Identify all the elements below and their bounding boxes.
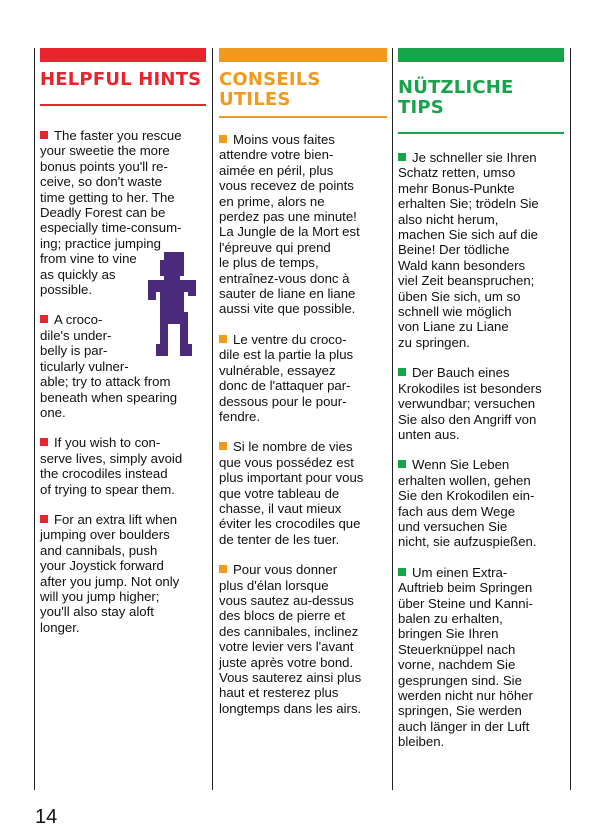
hint-paragraph: Wenn Sie Leben erhalten wollen, gehen Sie den Krokodilen ein- fach aus dem Wege und versuchen Sie nicht, sie aufzuspießen. [398, 457, 537, 550]
hint-paragraph: Pour vous donner plus d'élan lorsque vous sautez au-dessus des blocs de pierre et des cannibales, inclinez votre levier vers l'avant juste après votre bond. Vous sauterez ainsi plus haut et resterez plus longtemps dans les airs. [219, 562, 362, 716]
page-number: 14 [35, 806, 58, 828]
bullet-square-icon [398, 568, 406, 576]
hint-paragraph: The faster you rescue your sweetie the more bonus points you'll re- ceive, so don't waste time getting to her. The Deadly Forest can be especially time-consum- ing; practice jumping from vine to vine as quickly as possible. [40, 128, 182, 298]
pixel-character-icon [148, 252, 196, 356]
column-rule [212, 48, 213, 790]
color-bar [398, 48, 564, 62]
column-rule [570, 48, 571, 790]
hint-paragraph: A croco- dile's under- belly is par- ticularly vulner- able; try to attack from beneath when spearing one. [40, 312, 178, 420]
bullet-square-icon [398, 368, 406, 376]
hint-paragraph: Le ventre du croco- dile est la partie la plus vulnérable, essayez donc de l'attaquer par- dessous pour le pour- fendre. [219, 331, 354, 424]
hint-paragraph: For an extra lift when jumping over boulders and cannibals, push your Joystick forward after you jump. Not only will you jump higher; you'll also stay aloft longer. [40, 511, 180, 635]
hint-paragraph: Si le nombre de vies que vous possédez est plus important pour vous que votre tableau de chasse, il vaut mieux éviter les crocodiles que de tenter de les tuer. [219, 439, 364, 547]
column-heading [398, 78, 564, 118]
heading-line: CONSEILS [219, 69, 321, 90]
heading-line: UTILES [219, 89, 291, 110]
column-rule [34, 48, 35, 790]
column-german [398, 48, 564, 765]
heading-line: NÜTZLICHE TIPS [398, 77, 514, 118]
bullet-square-icon [40, 438, 48, 446]
bullet-square-icon [219, 565, 227, 573]
bullet-square-icon [40, 515, 48, 523]
hint-paragraph: Um einen Extra- Auftrieb beim Springen über Steine und Kanni- balen zu erhalten, bringen Sie Ihren Steuerknüppel nach vorne, nachdem Sie gesprungen sind. Sie werden nicht nur höher springen, Sie werden auch länger in der Luft bleiben. [398, 564, 533, 750]
hint-paragraph: Der Bauch eines Krokodiles ist besonders verwundbar; versuchen Sie also den Angriff von unten aus. [398, 365, 542, 442]
hint-paragraph: Je schneller sie Ihren Schatz retten, umso mehr Bonus-Punkte erhalten Sie; trödeln Sie also nicht herum, machen Sie sich auf die Beine! Der tödliche Wald kann besonders viel Zeit beanspruchen; üben Sie sich, um so schnell wie möglich von Liane zu Liane zu springen. [398, 150, 539, 350]
bullet-square-icon [398, 153, 406, 161]
heading-line: HELPFUL HINTS [40, 69, 202, 90]
color-bar [219, 48, 387, 62]
bullet-square-icon [219, 335, 227, 343]
bullet-square-icon [40, 131, 48, 139]
bullet-square-icon [219, 442, 227, 450]
column-heading [40, 70, 206, 90]
hint-paragraph: Moins vous faites attendre votre bien- aimée en péril, plus vous recevez de points en prime, alors ne perdez pas une minute! La Jungle de la Mort est l'épreuve qui prend le plus de temps, entraînez-vous donc à sauter de liane en liane aussi vite que possible. [219, 132, 360, 317]
column-rule [392, 48, 393, 790]
hint-paragraph: If you wish to con- serve lives, simply avoid the crocodiles instead of trying to spear them. [40, 435, 183, 497]
color-bar [40, 48, 206, 62]
bullet-square-icon [219, 135, 227, 143]
column-french [219, 48, 387, 731]
bullet-square-icon [40, 315, 48, 323]
column-heading [219, 70, 387, 110]
bullet-square-icon [398, 460, 406, 468]
